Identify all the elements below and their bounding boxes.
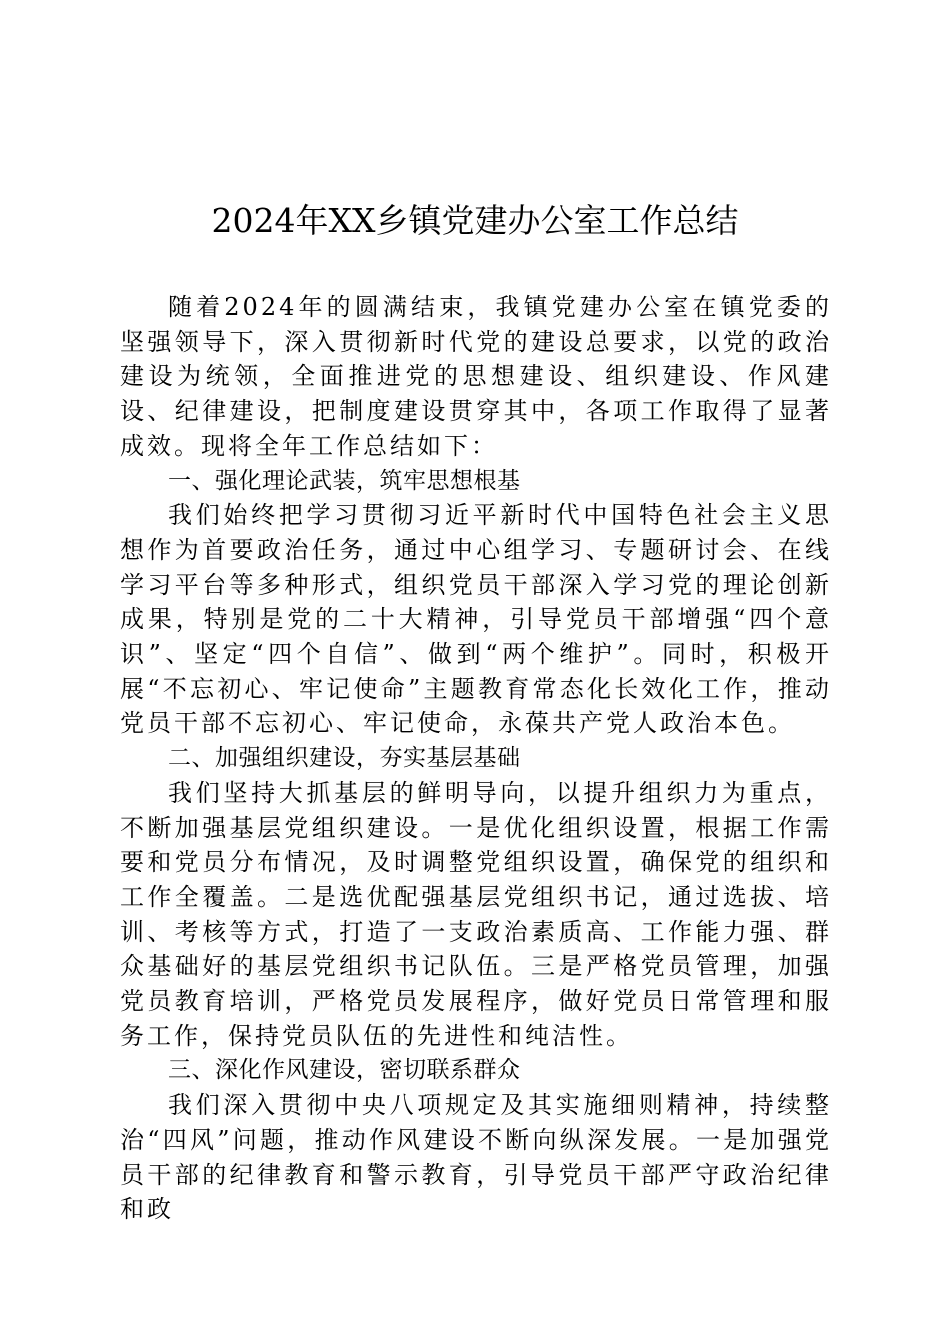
intro-paragraph: 随着2024年的圆满结束，我镇党建办公室在镇党委的坚强领导下，深入贯彻新时代党的建设总要求，以党的政治建设为统领，全面推进党的思想建设、组织建设、作风建设、纪律建设，把制度建设贯穿其中，各项工作取得了显著成效。现将全年工作总结如下： (120, 293, 832, 460)
section-2-paragraph: 我们坚持大抓基层的鲜明导向，以提升组织力为重点，不断加强基层党组织建设。一是优化组织设置，根据工作需要和党员分布情况，及时调整党组织设置，确保党的组织和工作全覆盖。二是选优配强基层党组织书记，通过选拔、培训、考核等方式，打造了一支政治素质高、工作能力强、群众基础好的基层党组织书记队伍。三是严格党员管理，加强党员教育培训，严格党员发展程序，做好党员日常管理和服务工作，保持党员队伍的先进性和纯洁性。 (120, 778, 832, 1050)
document-title: 2024年XX乡镇党建办公室工作总结 (211, 201, 739, 240)
section-2-heading: 二、加强组织建设，夯实基层基础 (168, 745, 521, 772)
section-1-paragraph: 我们始终把学习贯彻习近平新时代中国特色社会主义思想作为首要政治任务，通过中心组学习、专题研讨会、在线学习平台等多种形式，组织党员干部深入学习党的理论创新成果，特别是党的二十大精神，引导党员干部增强“四个意识”、坚定“四个自信”、做到“两个维护”。同时，积极开展“不忘初心、牢记使命”主题教育常态化长效化工作，推动党员干部不忘初心、牢记使命，永葆共产党人政治本色。 (120, 501, 832, 738)
section-3-paragraph: 我们深入贯彻中央八项规定及其实施细则精神，持续整治“四风”问题，推动作风建设不断向纵深发展。一是加强党员干部的纪律教育和警示教育，引导党员干部严守政治纪律和政 (120, 1091, 832, 1224)
document-body (120, 290, 832, 1227)
section-3-heading: 三、深化作风建设，密切联系群众 (168, 1057, 521, 1084)
section-1-heading: 一、强化理论武装，筑牢思想根基 (168, 467, 521, 494)
